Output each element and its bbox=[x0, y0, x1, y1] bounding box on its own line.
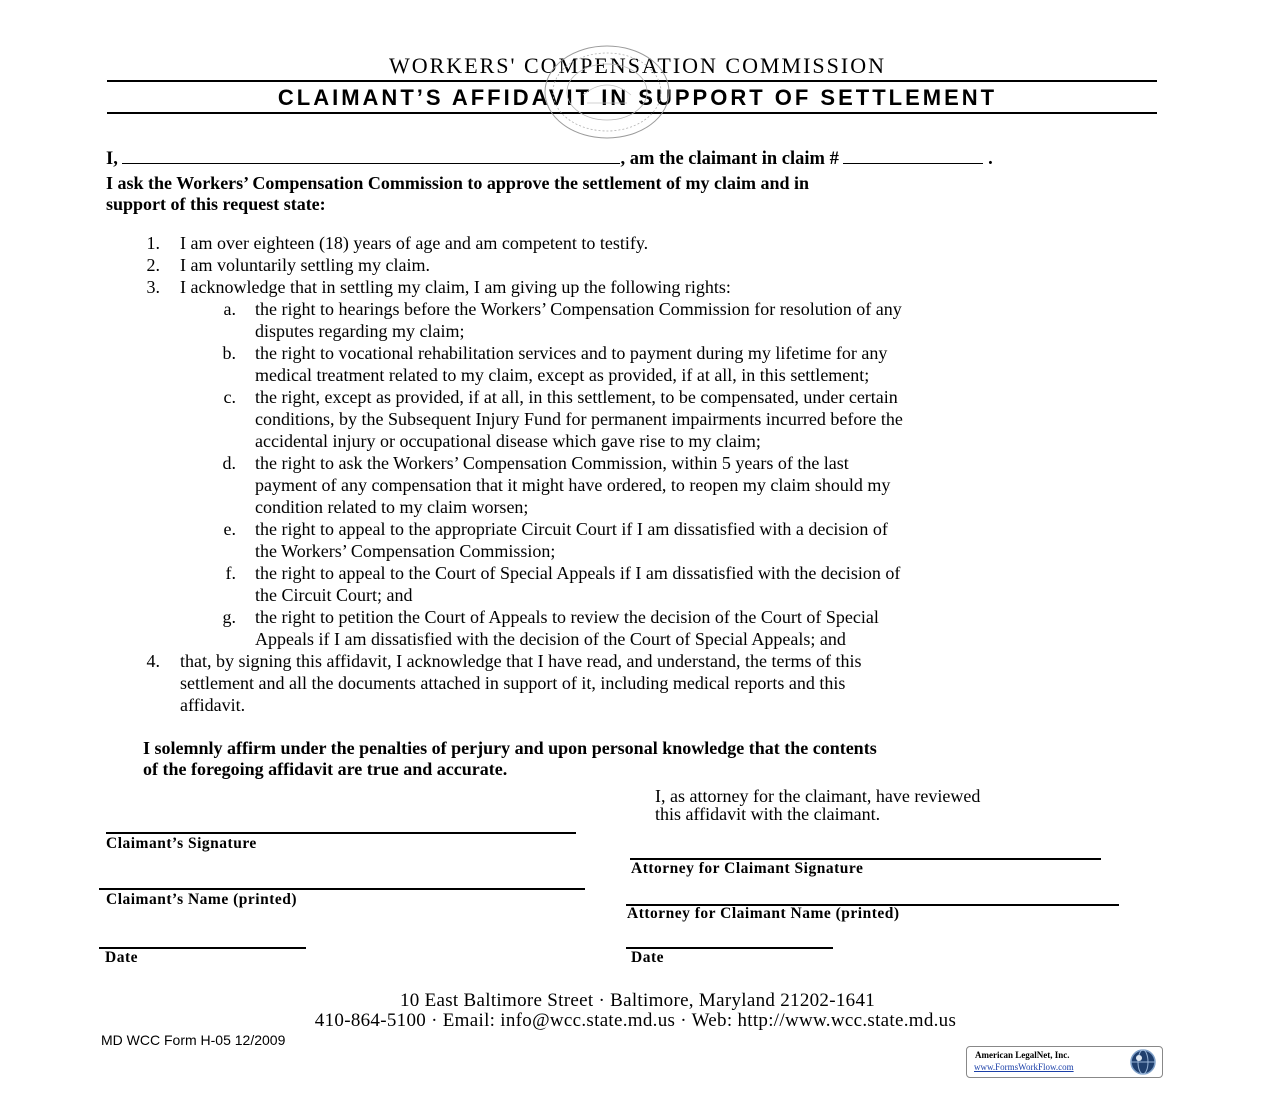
list-item: 3. I acknowledge that in settling my claim, I am giving up the following rights: bbox=[146, 277, 731, 297]
numbered-items bbox=[0, 232, 1275, 298]
claim-number-blank[interactable] bbox=[843, 147, 983, 164]
list-item-4: 4. that, by signing this affidavit, I acknowledge that I have read, and understand, the terms of this settlement and all the documents attached in support of it, including medical reports and this affidavit. bbox=[146, 651, 862, 715]
agency-name: WORKERS' COMPENSATION COMMISSION bbox=[388, 53, 887, 78]
right-item-c: c. the right, except as provided, if at all, in this settlement, to be compensated, under certain conditions, by the Subsequent Injury Fund for permanent impairments incurred before the accidental injury or occupational disease which gave rise to my claim; bbox=[223, 387, 903, 451]
list-item: 2. I am voluntarily settling my claim. bbox=[146, 255, 430, 275]
right-item-b: b. the right to vocational rehabilitation services and to payment during my lifetime for any medical treatment related to my claim, except as provided, if at all, in this settlement; bbox=[222, 343, 888, 385]
attorney-review-note: I, as attorney for the claimant, have reviewed this affidavit with the claimant. bbox=[655, 786, 981, 824]
claimant-signature-line[interactable] bbox=[106, 832, 576, 834]
right-item-d: d. the right to ask the Workers’ Compensation Commission, within 5 years of the last payment of any compensation that it might have ordered, to reopen my claim should my condition related to my claim worsen; bbox=[222, 453, 891, 517]
attorney-name-label: Attorney for Claimant Name (printed) bbox=[627, 905, 900, 922]
form-title: CLAIMANT’S AFFIDAVIT IN SUPPORT OF SETTLEMENT bbox=[277, 85, 998, 110]
request-statement: I ask the Workers’ Compensation Commission to approve the settlement of my claim and in support of this request state: bbox=[106, 173, 809, 214]
claimant-signature-label: Claimant’s Signature bbox=[106, 835, 257, 852]
globe-logo-icon bbox=[1127, 1048, 1159, 1076]
claimant-date-label: Date bbox=[105, 949, 138, 966]
right-item-f: f. the right to appeal to the Court of Special Appeals if I am dissatisfied with the decision of the Circuit Court; and bbox=[225, 563, 901, 605]
right-item-g: g. the right to petition the Court of Appeals to review the decision of the Court of Special Appeals if I am dissatisfied with the decision of the Court of Special Appeals; and bbox=[222, 607, 879, 649]
attorney-date-label: Date bbox=[631, 949, 664, 966]
right-item-a: a. the right to hearings before the Workers’ Compensation Commission for resolution of any disputes regarding my claim; bbox=[223, 299, 902, 341]
rights-list bbox=[0, 298, 1275, 716]
vendor-url-link[interactable]: www.FormsWorkFlow.com bbox=[974, 1062, 1074, 1072]
vendor-badge[interactable] bbox=[966, 1046, 1163, 1078]
commission-seal-watermark bbox=[543, 45, 671, 140]
vendor-name: American LegalNet, Inc. bbox=[975, 1050, 1070, 1060]
footer-contact: 410-864-5100 · Email: info@wcc.state.md.us · Web: http://www.wcc.state.md.us bbox=[314, 1010, 957, 1031]
right-item-e: e. the right to appeal to the appropriate Circuit Court if I am dissatisfied with a decision of the Workers’ Compensation Commission; bbox=[223, 519, 888, 561]
list-item: 1. I am over eighteen (18) years of age and am competent to testify. bbox=[146, 233, 649, 253]
footer-address: 10 East Baltimore Street · Baltimore, Maryland 21202-1641 bbox=[399, 990, 876, 1011]
claimant-name-blank[interactable] bbox=[122, 147, 620, 164]
claimant-intro-line: I, , am the claimant in claim # . bbox=[106, 149, 993, 169]
claimant-name-label: Claimant’s Name (printed) bbox=[106, 891, 298, 908]
claimant-name-line[interactable] bbox=[99, 888, 585, 890]
form-number: MD WCC Form H-05 12/2009 bbox=[101, 1032, 286, 1048]
attorney-signature-label: Attorney for Claimant Signature bbox=[631, 860, 864, 877]
affirmation-statement: I solemnly affirm under the penalties of perjury and upon personal knowledge that the contents of the foregoing affidavit are true and accurate. bbox=[143, 738, 877, 779]
